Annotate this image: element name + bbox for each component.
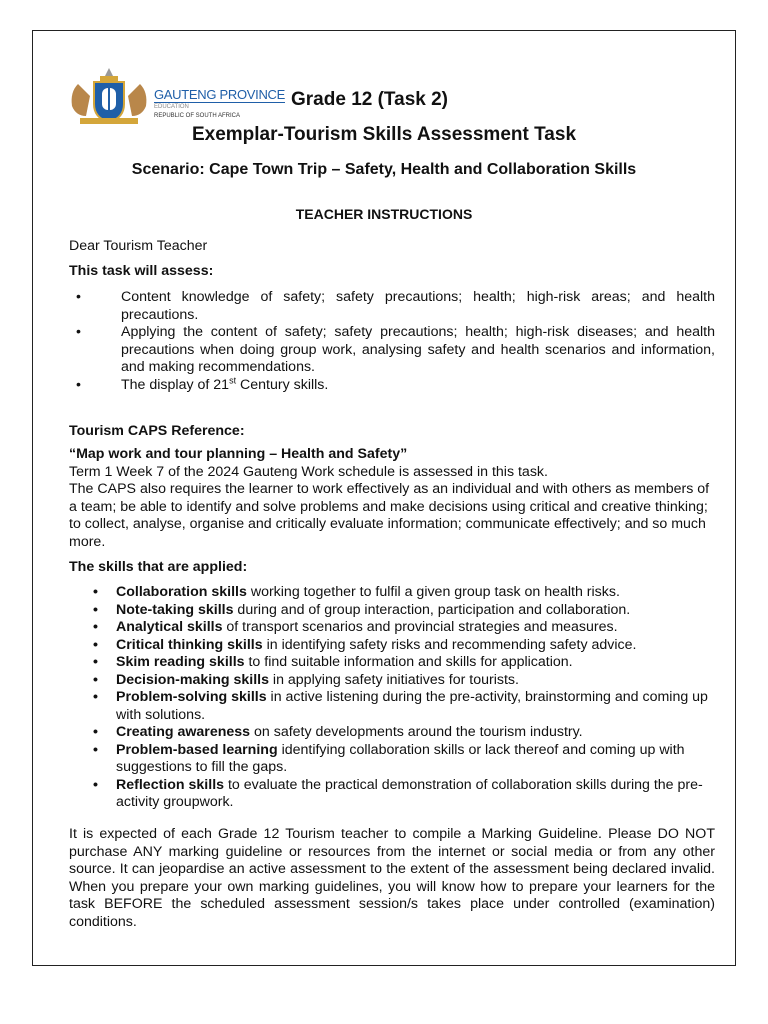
skill-name: Creating awareness [116,724,251,740]
list-item: • Applying the content of safety; safety precautions; health; high-risk diseases; and health precautions when doing group work, analysing safety and health scenarios and information, and making recommendations. [71,324,715,377]
item-text: Century skills. [236,376,329,393]
skill-item [69,742,715,777]
page-title: Exemplar-Tourism Skills Assessment Task [191,124,577,145]
greeting: Dear Tourism Teacher [69,238,208,254]
grade-heading: Grade 12 (Task 2) [291,89,449,110]
assess-heading: This task will assess: [69,263,214,279]
skill-item [69,724,715,742]
coat-of-arms-icon [66,64,152,128]
skill-item [69,584,715,602]
skill-description: to evaluate the practical demonstration of collaboration skills during the pre-activity groupwork. [116,776,703,810]
skill-name: Note-taking skills [116,601,234,618]
item-text: The display of 21 [121,376,230,393]
scenario-heading: Scenario: Cape Town Trip – Safety, Health and Collaboration Skills [131,161,637,178]
section-heading: TEACHER INSTRUCTIONS [295,206,473,222]
skill-item [69,689,715,724]
skill-item [69,619,715,637]
skill-name: Collaboration skills [116,584,247,600]
assess-list [69,289,715,394]
skill-item [69,637,715,655]
list-item: • Content knowledge of safety; safety precautions; health; high-risk areas; and health precautions. [71,289,715,324]
skill-item [69,654,715,672]
logo-country: REPUBLIC OF SOUTH AFRICA [154,113,241,119]
skill-description: identifying collaboration skills or lack thereof and coming up with suggestions to fill the gaps. [116,741,685,775]
skill-description: during and of group interaction, participation and collaboration. [233,601,631,618]
list-item [71,374,715,395]
skill-name: Analytical skills [116,619,223,635]
skill-description: working together to fulfil a given group task on health risks. [246,584,620,600]
skills-list [69,584,715,812]
caps-line: The CAPS also requires the learner to work effectively as an individual and with others as members of a team; be able to identify and solve problems and make decisions using critical and creative thinking; to collect, analyse, organise and critically evaluate information; communicate effectively; and so much more. [69,481,710,550]
skill-description: on safety developments around the tourism industry. [250,724,583,740]
logo-department: EDUCATION [154,104,189,110]
skill-item [69,672,715,690]
skill-description: in applying safety initiatives for tourists. [268,671,519,688]
caps-line: Term 1 Week 7 of the 2024 Gauteng Work schedule is assessed in this task. [69,463,548,480]
caps-heading: Tourism CAPS Reference: [69,423,245,439]
skill-name: Skim reading skills [116,654,245,670]
skill-name: Reflection skills [116,776,225,793]
skill-name: Problem-based learning [116,741,278,758]
logo-province: GAUTENG PROVINCE [154,87,285,102]
skill-description: to find suitable information and skills for application. [244,654,573,670]
skill-description: in active listening during the pre-activity, brainstorming and coming up with solutions. [116,689,708,723]
skill-name: Problem-solving skills [116,689,267,705]
caps-topic: “Map work and tour planning – Health and Safety” [69,446,408,462]
gauteng-education-logo [66,64,286,128]
skill-description: of transport scenarios and provincial strategies and measures. [222,619,618,635]
skills-heading: The skills that are applied: [69,559,248,575]
skill-item [69,602,715,620]
document-body [69,238,715,931]
skill-name: Decision-making skills [116,671,269,688]
skill-description: in identifying safety risks and recommending safety advice. [262,636,637,653]
closing-paragraph: It is expected of each Grade 12 Tourism teacher to compile a Marking Guideline. Please DO NOT purchase ANY marking guideline or resources from the internet or social media or from any other source. It can jeopardise an active assessment to the extent of the assessment being declared invalid. When you prepare your own marking guidelines, you will know how to prepare your learners for the task BEFORE the scheduled assessment session/s takes place under controlled (examination) conditions. [69,826,715,930]
superscript: st [229,374,237,385]
caps-block [69,446,715,551]
skill-name: Critical thinking skills [116,636,263,653]
skill-item [69,777,715,812]
